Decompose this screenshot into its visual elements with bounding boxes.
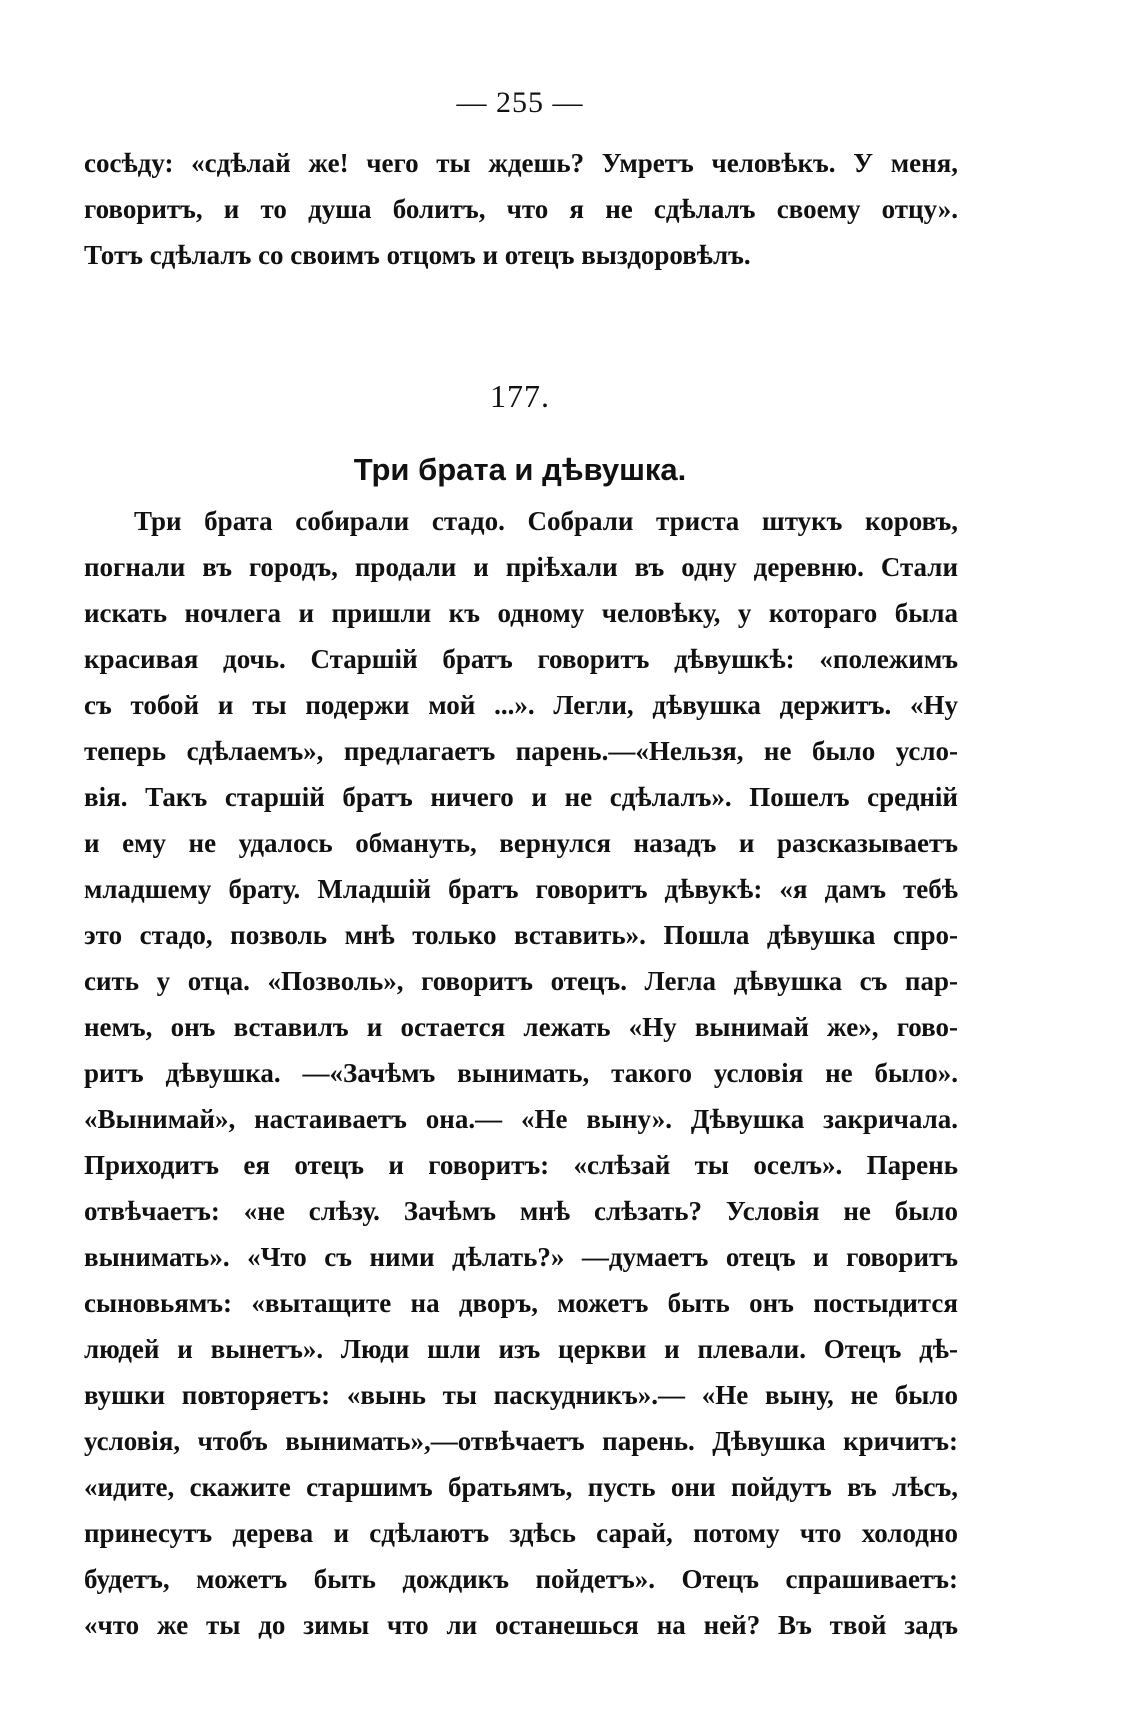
story-paragraph bbox=[84, 498, 958, 1648]
text-line: принесутъ дерева и сдѣлаютъ здѣсь сарай, потому что холодно bbox=[84, 1518, 958, 1548]
intro-paragraph bbox=[84, 140, 958, 278]
page-number: — 255 — bbox=[456, 86, 584, 119]
text-line: и ему не удалось обмануть, вернулся назадъ и разсказываетъ bbox=[84, 828, 958, 858]
text-line: теперь сдѣлаемъ», предлагаетъ парень.—«Нельзя, не было усло- bbox=[84, 736, 958, 766]
text-line: младшему брату. Младшій братъ говоритъ дѣвукѣ: «я дамъ тебѣ bbox=[84, 874, 958, 904]
text-line: «Вынимай», настаиваетъ она.— «Не выну». Дѣвушка закричала. bbox=[84, 1104, 958, 1134]
text-line: отвѣчаетъ: «не слѣзу. Зачѣмъ мнѣ слѣзать? Условія не было bbox=[84, 1196, 958, 1226]
text-line: вія. Такъ старшій братъ ничего и не сдѣлалъ». Пошелъ средній bbox=[84, 782, 958, 812]
text-line: съ тобой и ты подержи мой ...». Легли, дѣвушка держитъ. «Ну bbox=[84, 690, 958, 720]
text-line: это стадо, позволь мнѣ только вставить». Пошла дѣвушка спро- bbox=[84, 920, 958, 950]
story-number: 177. bbox=[490, 378, 550, 414]
text-line: Три брата собирали стадо. Собрали триста штукъ коровъ, bbox=[134, 506, 958, 536]
text-line: Тотъ сдѣлалъ со своимъ отцомъ и отецъ выздоровѣлъ. bbox=[84, 240, 751, 270]
text-line: сыновьямъ: «вытащите на дворъ, можетъ быть онъ постыдится bbox=[84, 1288, 958, 1318]
text-line: красивая дочь. Старшій братъ говоритъ дѣвушкѣ: «полежимъ bbox=[84, 644, 958, 674]
text-line: «что же ты до зимы что ли останешься на ней? Въ твой задъ bbox=[84, 1610, 958, 1640]
text-line: сосѣду: «сдѣлай же! чего ты ждешь? Умретъ человѣкъ. У меня, bbox=[84, 148, 958, 178]
text-line: погнали въ городъ, продали и пріѣхали въ одну деревню. Стали bbox=[84, 552, 958, 582]
text-line: людей и вынетъ». Люди шли изъ церкви и плевали. Отецъ дѣ- bbox=[84, 1334, 958, 1364]
text-line: ритъ дѣвушка. —«Зачѣмъ вынимать, такого условія не было». bbox=[84, 1058, 958, 1088]
text-line: условія, чтобъ вынимать»,—отвѣчаетъ парень. Дѣвушка кричитъ: bbox=[84, 1426, 958, 1456]
text-line: немъ, онъ вставилъ и остается лежать «Ну вынимай же», гово- bbox=[84, 1012, 958, 1042]
text-line: вынимать». «Что съ ними дѣлать?» —думаетъ отецъ и говоритъ bbox=[84, 1242, 958, 1272]
text-line: искать ночлега и пришли къ одному человѣку, у котораго была bbox=[84, 598, 958, 628]
story-title: Три брата и дѣвушка. bbox=[353, 452, 687, 487]
text-line: вушки повторяетъ: «вынь ты паскудникъ».— «Не выну, не было bbox=[84, 1380, 958, 1410]
text-line: Приходитъ ея отецъ и говоритъ: «слѣзай ты оселъ». Парень bbox=[84, 1150, 958, 1180]
text-line: сить у отца. «Позволь», говоритъ отецъ. Легла дѣвушка съ пар- bbox=[84, 966, 958, 996]
text-line: «идите, скажите старшимъ братьямъ, пусть они пойдутъ въ лѣсъ, bbox=[84, 1472, 958, 1502]
text-line: говоритъ, и то душа болитъ, что я не сдѣлалъ своему отцу». bbox=[84, 194, 958, 224]
text-line: будетъ, можетъ быть дождикъ пойдетъ». Отецъ спрашиваетъ: bbox=[84, 1564, 958, 1594]
